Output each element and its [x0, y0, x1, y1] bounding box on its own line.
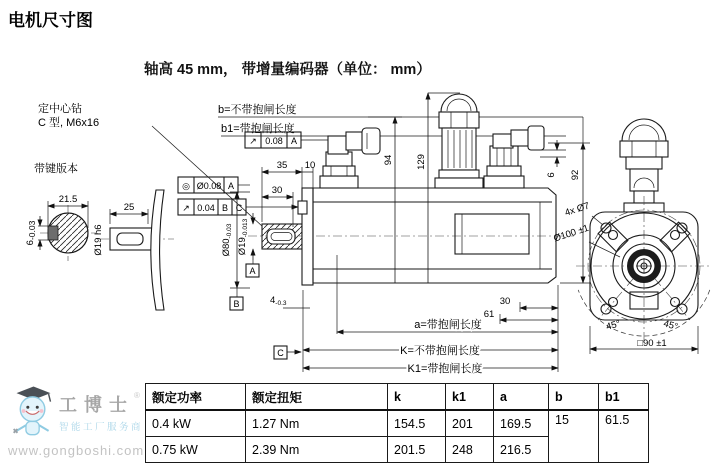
brake-connector	[484, 126, 544, 188]
svg-text:A: A	[290, 136, 298, 146]
dim-shaft-key-dia: Ø19 h6	[93, 224, 104, 256]
cell-torque: 2.39 Nm	[246, 437, 388, 463]
dim-92: 92	[570, 169, 581, 181]
dim-key-height: 6-0.03	[25, 220, 37, 246]
svg-text:B: B	[221, 203, 229, 213]
dim-45-right: 45°	[662, 318, 680, 333]
table-header-row	[146, 384, 649, 411]
svg-text:A: A	[227, 181, 235, 191]
dim-4x-dia7: 4x Ø7	[563, 200, 591, 219]
watermark-brand: 工博士	[58, 395, 134, 415]
gongboshi-mascot-icon	[8, 384, 59, 440]
dim-129: 129	[416, 154, 427, 170]
dim-30-keyway: 30	[271, 185, 283, 196]
watermark	[8, 384, 143, 458]
cell-k1: 248	[446, 437, 494, 463]
dim-61: 61	[483, 309, 495, 320]
cell-power: 0.4 kW	[146, 410, 246, 437]
cell-torque: 1.27 Nm	[246, 410, 388, 437]
key-notch	[48, 226, 58, 240]
cell-b: 15	[549, 410, 599, 463]
motor-side-view	[248, 94, 574, 285]
drawing-subtitle: 轴高 45 mm， 带增量编码器（单位： mm）	[144, 62, 431, 78]
cell-k: 154.5	[388, 410, 446, 437]
col-header-b1: b1	[599, 384, 649, 411]
cell-k: 201.5	[388, 437, 446, 463]
col-header-k: k	[388, 384, 446, 411]
label-k1-length: K1=带抱闸长度	[407, 363, 483, 375]
dim-6: 6	[546, 172, 557, 178]
motor-end-view	[552, 119, 712, 354]
dim-pitch-circle: Ø100 ±1	[552, 222, 591, 245]
dim-key-width: 21.5	[58, 194, 78, 205]
cell-b1: 61.5	[599, 410, 649, 463]
datum-a: A	[249, 266, 256, 276]
page-title: 电机尺寸图	[8, 11, 93, 30]
label-b: b=不带抱闸长度	[218, 104, 297, 116]
fcf-runout-004	[178, 199, 298, 215]
col-header-a: a	[494, 384, 549, 411]
power-connector	[435, 94, 483, 188]
svg-text:0.08: 0.08	[265, 136, 283, 146]
dim-4: $4_{-0.3}$	[270, 295, 287, 307]
fcf-concentricity-008	[178, 177, 250, 193]
datum-b: B	[233, 299, 240, 309]
table-row	[146, 410, 649, 437]
dim-dia19: $Ø19_{-0.013}$	[237, 218, 249, 256]
svg-text:C: C	[235, 203, 243, 213]
runout-icon: ↗	[182, 203, 190, 213]
keyed-shaft-view	[93, 190, 174, 310]
note-center-drill-1: 定中心钻	[38, 103, 82, 115]
runout-icon: ↗	[249, 136, 257, 146]
nameplate	[455, 214, 529, 254]
registered-mark: ®	[133, 391, 140, 400]
svg-text:Ø0.08: Ø0.08	[196, 181, 222, 191]
key-cross-section-view	[25, 194, 96, 261]
label-k-length: K=不带抱闸长度	[400, 345, 480, 357]
cell-a: 216.5	[494, 437, 549, 463]
watermark-url: www.gongboshi.com	[8, 443, 145, 458]
dim-dia80: $Ø80_{-0.03}$	[221, 223, 233, 257]
svg-text:0.04: 0.04	[197, 203, 215, 213]
encoder-connector	[320, 128, 380, 188]
dim-45-left: 45°	[604, 318, 622, 333]
dim-35: 35	[276, 160, 288, 171]
col-header-k1: k1	[446, 384, 494, 411]
datum-c: C	[277, 348, 284, 358]
dim-94: 94	[383, 154, 394, 166]
dim-30-bottom: 30	[499, 296, 511, 307]
dim-key-length: 25	[123, 202, 135, 213]
cell-power: 0.75 kW	[146, 437, 246, 463]
concentricity-icon: ◎	[182, 181, 190, 191]
dim-square-90: □90 ±1	[637, 338, 667, 349]
dim-10: 10	[304, 160, 316, 171]
label-a-length: a=带抱闸长度	[414, 319, 482, 331]
spec-table	[145, 383, 649, 463]
col-header-b: b	[549, 384, 599, 411]
col-header-rated-power: 额定功率	[146, 384, 246, 411]
note-center-drill-2: C 型, M6x16	[38, 117, 100, 129]
label-b1: b1=带抱闸长度	[221, 123, 295, 135]
bearing-shield	[151, 190, 164, 310]
col-header-rated-torque: 额定扭矩	[246, 384, 388, 411]
watermark-tagline: 智能工厂服务商	[58, 422, 143, 433]
cell-a: 169.5	[494, 410, 549, 437]
note-key-version: 带键版本	[34, 163, 78, 175]
cell-k1: 201	[446, 410, 494, 437]
